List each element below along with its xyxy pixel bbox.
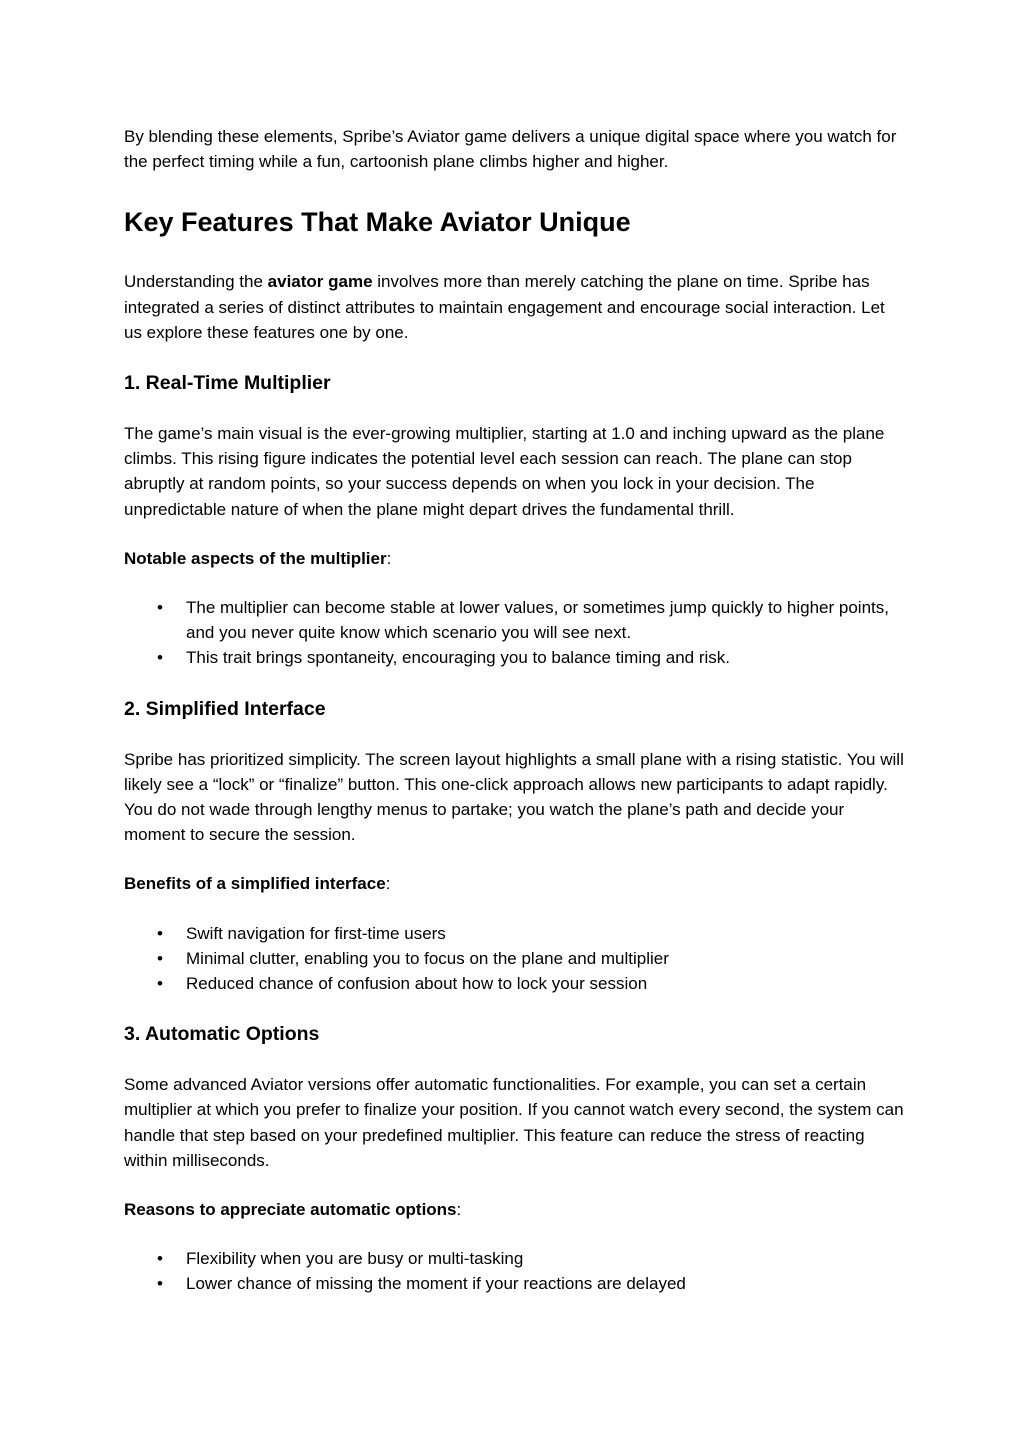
intro-paragraph: By blending these elements, Spribe’s Aviator game delivers a unique digital space where you watch for the perfect timing while a fun, cartoonish plane climbs higher and higher.: [124, 127, 897, 172]
overview-text-before: Understanding the: [124, 272, 268, 292]
bullet-list-interface: [124, 921, 904, 997]
section-heading-automatic-options: 3. Automatic Options: [124, 1023, 320, 1046]
overview-paragraph: [124, 269, 904, 345]
section-heading-real-time-multiplier: 1. Real-Time Multiplier: [124, 372, 331, 395]
list-item: • Minimal clutter, enabling you to focus on the plane and multiplier: [124, 946, 904, 971]
overview-text-after: involves more than merely catching the plane on time. Spribe has integrated a series of distinct attributes to maintain engagement and encourage social interaction. Let us explore these features one by one.: [124, 272, 885, 342]
section-heading-simplified-interface: 2. Simplified Interface: [124, 697, 326, 720]
list-label-text: Notable aspects of the multiplier: [124, 548, 387, 568]
overview-bold-term: aviator game: [267, 272, 373, 292]
main-heading: Key Features That Make Aviator Unique: [124, 207, 631, 238]
bullet-list-multiplier: [124, 595, 904, 671]
document-page: [124, 124, 904, 1297]
section-body-real-time-multiplier: The game’s main visual is the ever-growing multiplier, starting at 1.0 and inching upward as the plane climbs. This rising figure indicates the potential level each session can reach. The plane can stop abruptly at random points, so your success depends on when you lock in your decision. The unpredictable nature of when the plane might depart drives the fundamental thrill.: [124, 424, 885, 519]
list-item: • The multiplier can become stable at lower values, or sometimes jump quickly to higher points, and you never quite know which scenario you will see next.: [124, 595, 904, 645]
list-item: • Flexibility when you are busy or multi-tasking: [124, 1246, 904, 1271]
list-label-text: Reasons to appreciate automatic options: [124, 1200, 457, 1220]
list-item: • Lower chance of missing the moment if your reactions are delayed: [124, 1271, 904, 1296]
section-body-simplified-interface: Spribe has prioritized simplicity. The screen layout highlights a small plane with a rising statistic. You will likely see a “lock” or “finalize” button. This one-click approach allows new participants to adapt rapidly. You do not wade through lengthy menus to partake; you watch the plane’s path and decide your moment to secure the session.: [124, 749, 904, 845]
list-label-colon: :: [386, 548, 392, 568]
list-label-colon: :: [385, 874, 391, 894]
bullet-list-automatic: [124, 1246, 904, 1296]
list-item: • This trait brings spontaneity, encouraging you to balance timing and risk.: [124, 645, 904, 670]
list-label-colon: :: [456, 1200, 462, 1220]
list-item: • Swift navigation for first-time users: [124, 921, 904, 946]
list-label-multiplier: [124, 546, 904, 571]
list-label-interface: [124, 871, 904, 896]
section-body-automatic-options: Some advanced Aviator versions offer automatic functionalities. For example, you can set a certain multiplier at which you prefer to finalize your position. If you cannot watch every second, the system can handle that step based on your predefined multiplier. This feature can reduce the stress of reacting within milliseconds.: [124, 1075, 904, 1170]
list-label-automatic: [124, 1197, 904, 1222]
list-label-text: Benefits of a simplified interface: [124, 874, 386, 894]
list-item: • Reduced chance of confusion about how to lock your session: [124, 971, 904, 996]
